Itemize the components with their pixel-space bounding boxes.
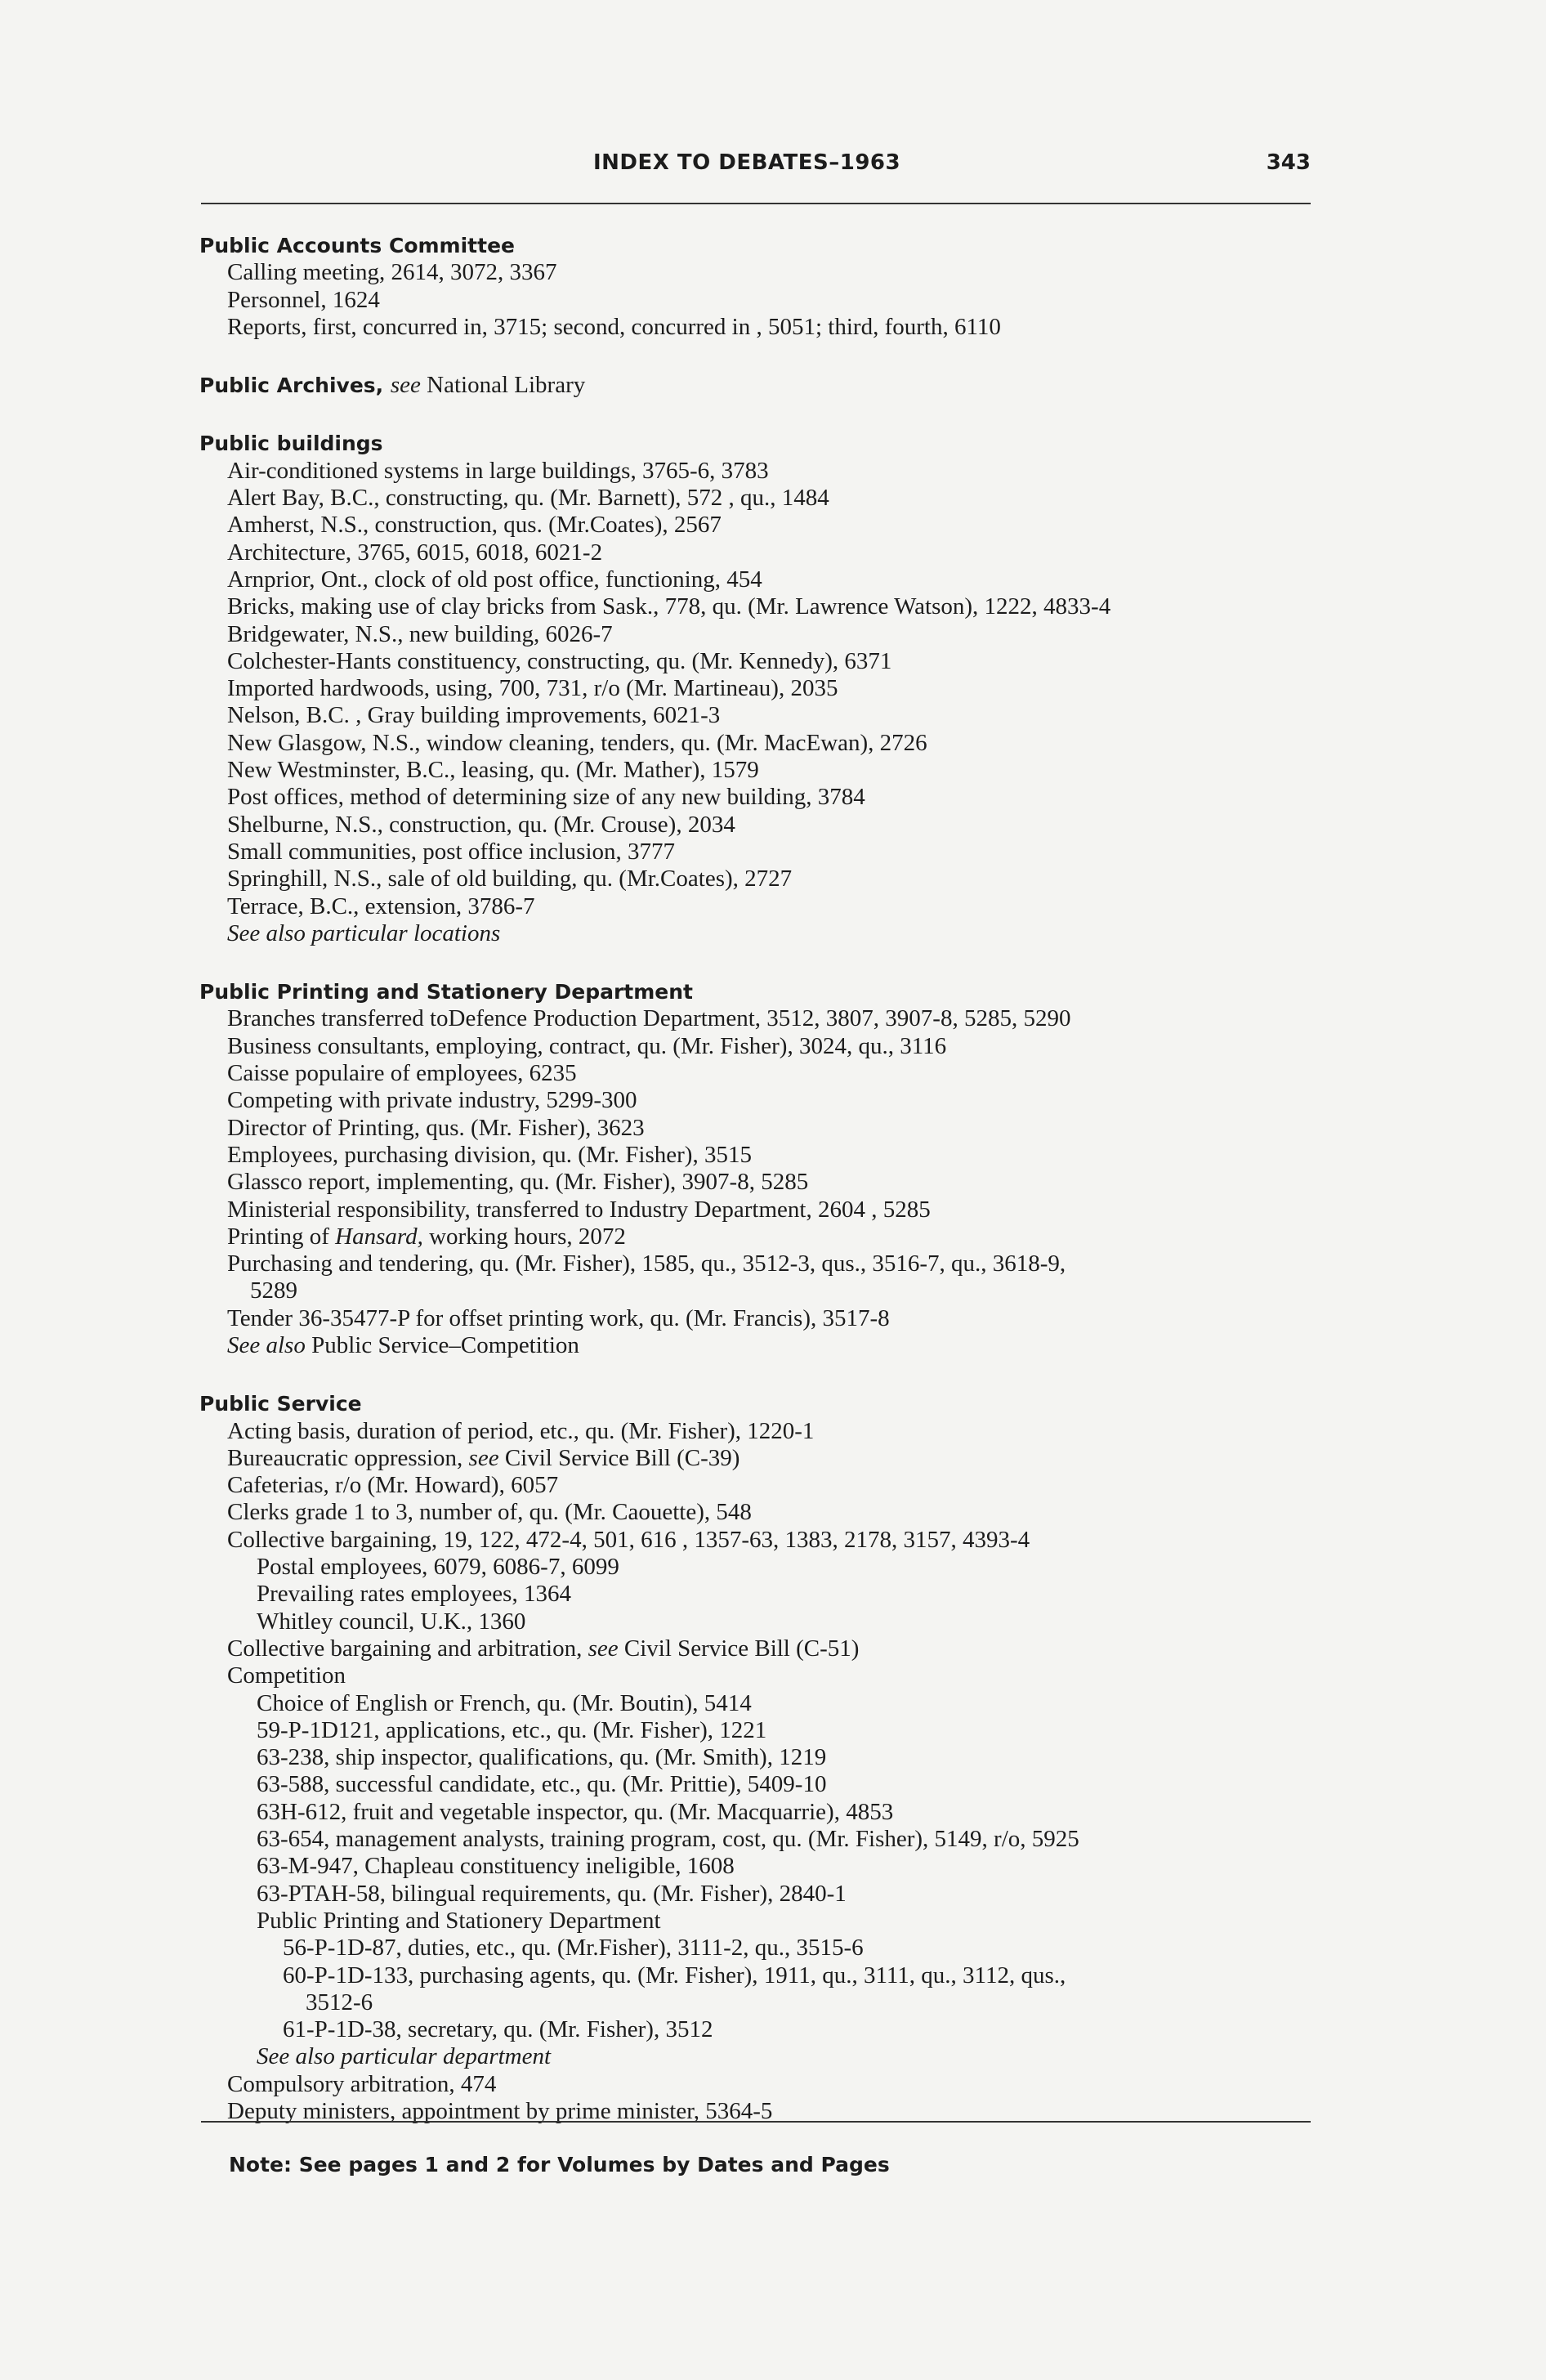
index-entry: Branches transferred toDefence Production Department, 3512, 3807, 3907-8, 5285, 5290 xyxy=(227,1005,1071,1032)
index-entry: Acting basis, duration of period, etc., qu. (Mr. Fisher), 1220-1 xyxy=(227,1417,815,1444)
index-entry: Employees, purchasing division, qu. (Mr. Fisher), 3515 xyxy=(227,1141,752,1168)
index-entry: Bricks, making use of clay bricks from Sask., 778, qu. (Mr. Lawrence Watson), 1222, 4833-4 xyxy=(227,593,1111,620)
section-public-archives xyxy=(199,372,1327,399)
entry-text: working hours, 2072 xyxy=(429,1223,626,1250)
index-entry: Tender 36-35477-P for offset printing work, qu. (Mr. Francis), 3517-8 xyxy=(227,1304,890,1331)
index-entry: Cafeterias, r/o (Mr. Howard), 6057 xyxy=(227,1472,559,1499)
index-subsubentry: 56-P-1D-87, duties, etc., qu. (Mr.Fisher), 3111-2, qu., 3515-6 xyxy=(283,1935,864,1962)
index-entry: Personnel, 1624 xyxy=(227,286,380,313)
index-entry-hansard xyxy=(199,1224,1327,1250)
index-subsubentry: 60-P-1D-133, purchasing agents, qu. (Mr. Fisher), 1911, qu., 3111, qu., 3112, qus., xyxy=(283,1962,1066,1989)
index-entry: Deputy ministers, appointment by prime minister, 5364-5 xyxy=(227,2098,773,2124)
index-entry: Post offices, method of determining size of any new building, 3784 xyxy=(227,784,865,811)
index-subentry: 63-588, successful candidate, etc., qu. (Mr. Prittie), 5409-10 xyxy=(257,1771,827,1798)
index-entry: Compulsory arbitration, 474 xyxy=(227,2070,497,2097)
entry-text: Collective bargaining and arbitration, xyxy=(227,1635,583,1662)
section-heading: Public Archives, xyxy=(199,374,384,398)
index-entry: Arnprior, Ont., clock of old post office, functioning, 454 xyxy=(227,566,762,593)
index-entry: Alert Bay, B.C., constructing, qu. (Mr. Barnett), 572 , qu., 1484 xyxy=(227,485,829,512)
index-entry: Small communities, post office inclusion, 3777 xyxy=(227,838,675,865)
footer-rule xyxy=(201,2121,1311,2123)
see-target: Civil Service Bill (C-51) xyxy=(623,1635,860,1662)
index-subentry: 63-M-947, Chapleau constituency ineligible, 1608 xyxy=(257,1853,735,1880)
index-content xyxy=(199,232,1327,2156)
see-target: Civil Service Bill (C-39) xyxy=(504,1444,740,1471)
section-heading: Public buildings xyxy=(199,432,383,456)
section-heading: Public Service xyxy=(199,1392,362,1416)
entry-text: Bureaucratic oppression, xyxy=(227,1444,463,1471)
see-also-entry xyxy=(199,1332,1327,1359)
index-entry xyxy=(199,1635,1327,1662)
index-entry: Calling meeting, 2614, 3072, 3367 xyxy=(227,259,557,286)
running-title: INDEX TO DEBATES–1963 xyxy=(593,150,901,175)
section-public-service xyxy=(199,1390,1327,2125)
index-entry: Collective bargaining, 19, 122, 472-4, 501, 616 , 1357-63, 1383, 2178, 3157, 4393-4 xyxy=(227,1526,1030,1553)
index-entry: Nelson, B.C. , Gray building improvements, 6021-3 xyxy=(227,702,721,729)
index-entry: Competition xyxy=(227,1662,346,1689)
index-subentry: Prevailing rates employees, 1364 xyxy=(257,1581,571,1608)
section-heading: Public Printing and Stationery Department xyxy=(199,980,693,1004)
index-entry: Competing with private industry, 5299-300 xyxy=(227,1087,637,1114)
entry-text: Printing of xyxy=(227,1223,329,1250)
index-entry: Caisse populaire of employees, 6235 xyxy=(227,1060,577,1087)
index-subentry: Choice of English or French, qu. (Mr. Boutin), 5414 xyxy=(257,1689,752,1716)
index-subentry: Public Printing and Stationery Department xyxy=(257,1907,661,1934)
section-public-buildings xyxy=(199,430,1327,947)
index-entry: Colchester-Hants constituency, constructing, qu. (Mr. Kennedy), 6371 xyxy=(227,647,892,674)
index-subsubentry: 61-P-1D-38, secretary, qu. (Mr. Fisher), 3512 xyxy=(283,2016,713,2043)
index-entry-continuation: 5289 xyxy=(250,1277,297,1304)
see-word: see xyxy=(390,372,421,399)
index-subentry: 63-PTAH-58, bilingual requirements, qu. (Mr. Fisher), 2840-1 xyxy=(257,1880,847,1907)
index-entry: Amherst, N.S., construction, qus. (Mr.Coates), 2567 xyxy=(227,512,722,539)
see-word: see xyxy=(588,1635,619,1662)
section-public-printing xyxy=(199,978,1327,1359)
index-entry: Terrace, B.C., extension, 3786-7 xyxy=(227,892,535,919)
section-heading: Public Accounts Committee xyxy=(199,234,515,257)
section-heading-row xyxy=(199,372,1327,399)
index-entry: Architecture, 3765, 6015, 6018, 6021-2 xyxy=(227,539,603,566)
see-target: National Library xyxy=(427,372,586,399)
index-entry: Bridgewater, N.S., new building, 6026-7 xyxy=(227,620,613,647)
see-also-entry: See also particular department xyxy=(257,2043,552,2070)
hansard-word: Hansard, xyxy=(335,1223,423,1250)
section-public-accounts-committee xyxy=(199,232,1327,341)
index-entry: Business consultants, employing, contract, qu. (Mr. Fisher), 3024, qu., 3116 xyxy=(227,1032,947,1059)
see-also-entry: See also particular locations xyxy=(227,919,501,946)
index-subentry: 63-238, ship inspector, qualifications, qu. (Mr. Smith), 1219 xyxy=(257,1744,827,1771)
see-reference xyxy=(391,372,585,398)
index-entry: Director of Printing, qus. (Mr. Fisher), 3623 xyxy=(227,1114,645,1141)
see-also-word: See also xyxy=(227,1331,306,1358)
index-subentry: Whitley council, U.K., 1360 xyxy=(257,1608,526,1635)
index-entry: Imported hardwoods, using, 700, 731, r/o (Mr. Martineau), 2035 xyxy=(227,675,838,702)
index-entry: Glassco report, implementing, qu. (Mr. Fisher), 3907-8, 5285 xyxy=(227,1169,809,1196)
index-entry: Reports, first, concurred in, 3715; second, concurred in , 5051; third, fourth, 6110 xyxy=(227,313,1001,340)
see-word: see xyxy=(468,1444,499,1471)
running-head xyxy=(201,145,1311,191)
index-entry xyxy=(199,1445,1327,1472)
index-entry: Springhill, N.S., sale of old building, qu. (Mr.Coates), 2727 xyxy=(227,866,793,892)
index-entry: New Glasgow, N.S., window cleaning, tenders, qu. (Mr. MacEwan), 2726 xyxy=(227,729,927,756)
page-number: 343 xyxy=(1266,150,1311,175)
index-subentry: 59-P-1D121, applications, etc., qu. (Mr. Fisher), 1221 xyxy=(257,1716,767,1743)
index-entry: Clerks grade 1 to 3, number of, qu. (Mr. Caouette), 548 xyxy=(227,1499,752,1526)
index-entry: Purchasing and tendering, qu. (Mr. Fisher), 1585, qu., 3512-3, qus., 3516-7, qu., 3618-9, xyxy=(227,1250,1066,1277)
index-entry: New Westminster, B.C., leasing, qu. (Mr. Mather), 1579 xyxy=(227,757,759,784)
see-also-target: Public Service–Competition xyxy=(311,1331,579,1358)
footer-note: Note: See pages 1 and 2 for Volumes by Dates and Pages xyxy=(229,2153,890,2176)
index-entry: Shelburne, N.S., construction, qu. (Mr. Crouse), 2034 xyxy=(227,811,735,838)
index-subentry: 63H-612, fruit and vegetable inspector, qu. (Mr. Macquarrie), 4853 xyxy=(257,1798,894,1825)
index-subentry: Postal employees, 6079, 6086-7, 6099 xyxy=(257,1554,619,1581)
index-entry: Air-conditioned systems in large buildings, 3765-6, 3783 xyxy=(227,457,769,484)
index-entry-continuation: 3512-6 xyxy=(306,1989,373,2015)
index-entry: Ministerial responsibility, transferred to Industry Department, 2604 , 5285 xyxy=(227,1196,931,1223)
header-rule xyxy=(201,203,1311,204)
index-subentry: 63-654, management analysts, training program, cost, qu. (Mr. Fisher), 5149, r/o, 5925 xyxy=(257,1826,1079,1853)
